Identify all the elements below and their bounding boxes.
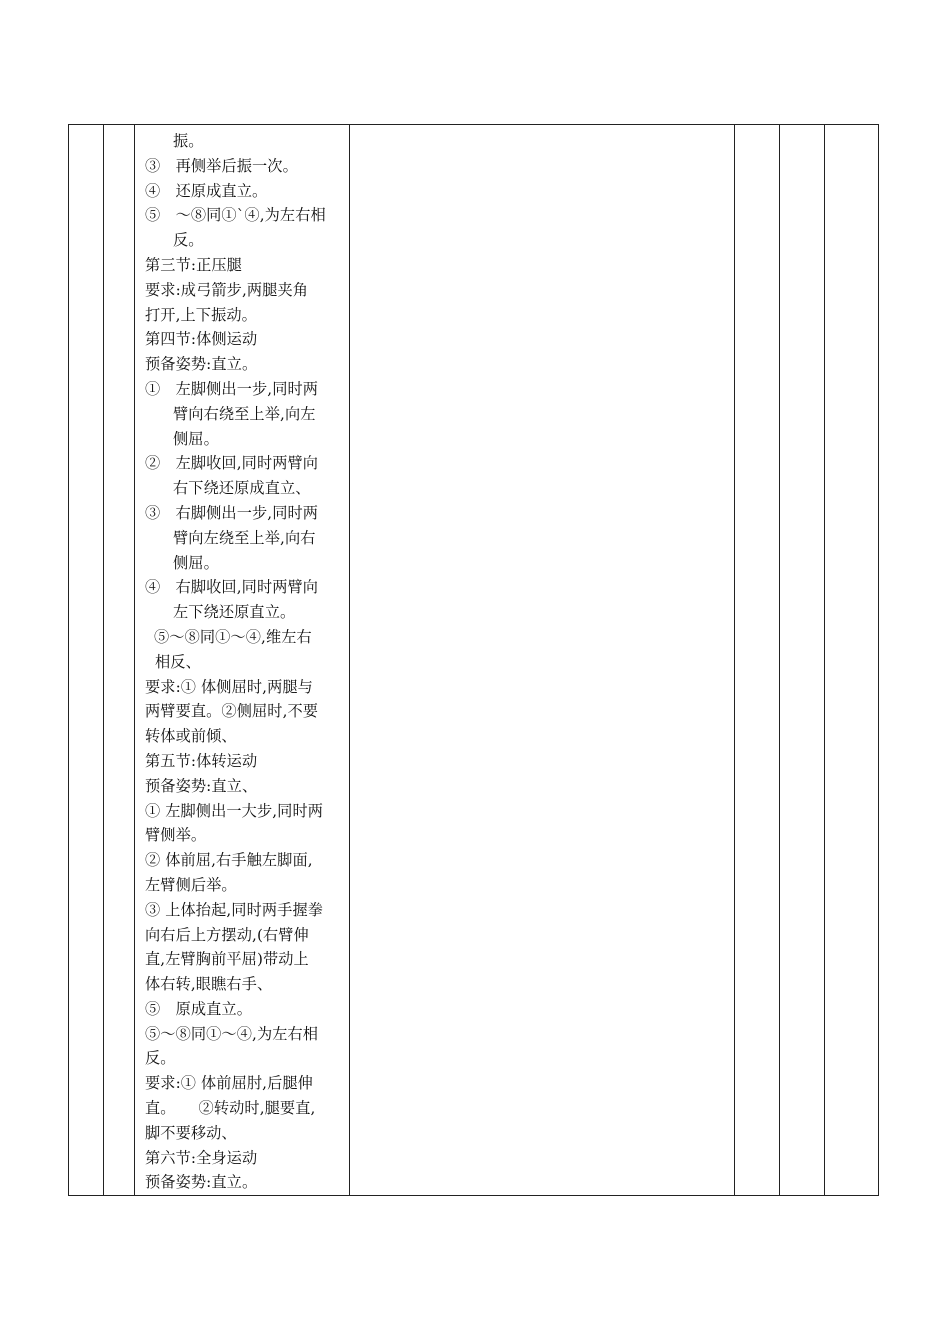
instruction-line: ⑤ ～⑧同①`④,为左右相 (145, 206, 326, 225)
instruction-line: 预备姿势:直立。 (145, 1173, 258, 1192)
instruction-line: ⑤ 原成直立。 (145, 999, 253, 1018)
instruction-line: ④ 还原成直立。 (145, 181, 268, 200)
instruction-line: 反。 (173, 231, 204, 250)
instruction-line: 要求:① 体前屈肘,后腿伸 (145, 1074, 313, 1093)
instruction-line: 左臂侧后举。 (145, 875, 237, 894)
column-divider (103, 125, 104, 1195)
instruction-line: 预备姿势:直立、 (145, 776, 258, 795)
instruction-line: 臂向左绕至上举,向右 (173, 528, 316, 547)
instruction-line: 第四节:体侧运动 (145, 330, 258, 349)
instruction-line: 体右转,眼瞧右手、 (145, 975, 273, 994)
lesson-plan-table (68, 124, 879, 1196)
instruction-line: ③ 右脚侧出一步,同时两 (145, 503, 319, 522)
instruction-line: 要求:① 体侧屈时,两腿与 (145, 677, 313, 696)
instruction-line: 第五节:体转运动 (145, 751, 258, 770)
instruction-line: 第三节:正压腿 (145, 255, 242, 274)
instruction-line: 向右后上方摆动,(右臂伸 (145, 925, 309, 944)
instruction-line: 直。 ②转动时,腿要直, (145, 1099, 316, 1118)
column-divider (779, 125, 780, 1195)
instruction-line: ③ 上体抬起,同时两手握拳 (145, 900, 324, 919)
instruction-line: 侧屈。 (173, 429, 219, 448)
instruction-line: 右下绕还原成直立、 (173, 479, 311, 498)
instruction-line: 左下绕还原直立。 (173, 603, 296, 622)
instruction-line: ① 左脚侧出一大步,同时两 (145, 801, 324, 820)
instruction-line: ④ 右脚收回,同时两臂向 (145, 578, 319, 597)
column-divider (824, 125, 825, 1195)
instruction-line: 相反、 (155, 652, 201, 671)
instruction-line: ② 体前屈,右手触左脚面, (145, 851, 313, 870)
instruction-line: 反。 (145, 1049, 176, 1068)
instruction-line: ② 左脚收回,同时两臂向 (145, 454, 319, 473)
instruction-line: 臂向右绕至上举,向左 (173, 404, 316, 423)
instruction-line: ① 左脚侧出一步,同时两 (145, 379, 319, 398)
instruction-line: 转体或前倾、 (145, 727, 237, 746)
instruction-line: 预备姿势:直立。 (145, 355, 258, 374)
exercise-instructions-cell (145, 129, 350, 1195)
instruction-line: 振。 (173, 132, 204, 150)
instruction-line: 打开,上下振动。 (145, 305, 257, 324)
instruction-line: 侧屈。 (173, 553, 219, 572)
instruction-line: 脚不要移动、 (145, 1123, 237, 1142)
instruction-line: 臂侧举。 (145, 826, 207, 845)
instruction-line: 第六节:全身运动 (145, 1148, 258, 1167)
instruction-line: ⑤～⑧同①～④,为左右相 (145, 1024, 319, 1043)
instruction-line: 直,左臂胸前平屈)带动上 (145, 950, 309, 969)
instruction-line: 要求:成弓箭步,两腿夹角 (145, 280, 309, 299)
instruction-line: ③ 再侧举后振一次。 (145, 156, 298, 175)
instruction-line: ⑤～⑧同①～④,维左右 (154, 627, 312, 646)
column-divider (134, 125, 135, 1195)
instruction-line: 两臂要直。②侧屈时,不要 (145, 702, 319, 721)
column-divider (734, 125, 735, 1195)
